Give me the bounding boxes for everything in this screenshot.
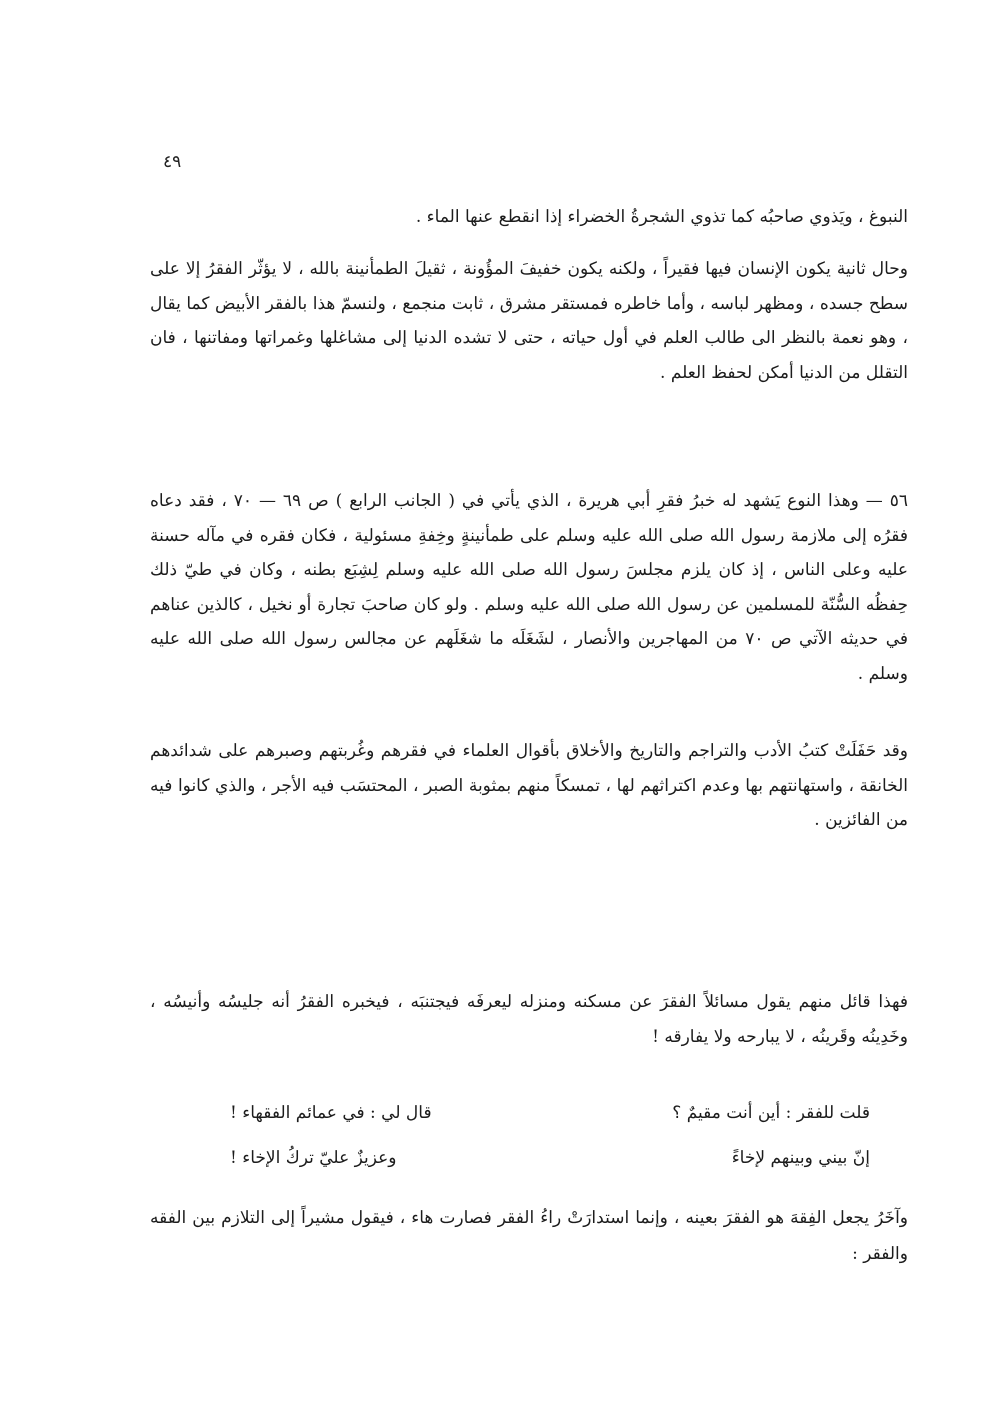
verse-line-2 bbox=[230, 1148, 870, 1168]
page-number: ٤٩ bbox=[163, 152, 182, 172]
verse-1-first-hemistich: قلت للفقر : أين أنت مقيمٌ ؟ bbox=[672, 1103, 870, 1123]
verse-2-first-hemistich: إنّ بيني وبينهم لإخاءً bbox=[731, 1148, 870, 1168]
paragraph-1: النبوغ ، ويَذوي صاحبُه كما تذوي الشجرةُ الخضراء إذا انقطع عنها الماء . bbox=[415, 207, 908, 227]
paragraph-4: وقد حَفَلَتْ كتبُ الأدب والتراجم والتاريخ والأخلاق بأقوال العلماء في فقرهم وغُربتهم وصبرهم على شدائدهم الخانقة ، واستهانتهم بها وعدم اكتراثهم لها ، تمسكاً منهم بمثوبة الصبر ، المحتسَب فيه الأجر ، والذي كانوا فيه من الفائزين . bbox=[150, 741, 908, 830]
verse-line-1 bbox=[230, 1103, 870, 1123]
paragraph-3: ٥٦ — وهذا النوع يَشهد له خبرُ فقرِ أبي هريرة ، الذي يأتي في ( الجانب الرابع ) ص ٦٩ — ٧٠ ، فقد دعاه فقرُه إلى ملازمة رسول الله صلى الله عليه وسلم على طمأنينةٍ وخِفةِ مسئولية ، فكان فقره في مآله حسنة عليه وعلى الناس ، إذ كان يلزم مجلسَ رسول الله صلى الله عليه وسلم لِشِبَع بطنه ، وكان في طيّ ذلك حِفظُه السُّنّة للمسلمين عن رسول الله صلى الله عليه وسلم . ولو كان صاحبَ تجارة أو نخيل ، كالذين عناهم في حديثه الآتي ص ٧٠ من المهاجرين والأنصار ، لشَغَلَه ما شغَلَهم عن مجالس رسول الله صلى الله عليه وسلم . bbox=[150, 491, 908, 684]
verse-1-second-hemistich: قال لي : في عمائم الفقهاء ! bbox=[230, 1103, 432, 1123]
paragraph-5: فهذا قائل منهم يقول مسائلاً الفقرَ عن مسكنه ومنزله ليعرفَه فيجتنبَه ، فيخبره الفقرُ أنه جليسُه وأنيسُه ، وخَدِينُه وقَرينُه ، لا يبارحه ولا يفارقه ! bbox=[150, 992, 908, 1047]
paragraph-6: وآخَرُ يجعل الفِقهَ هو الفقرَ بعينه ، وإنما استدارَتْ راءُ الفقر فصارت هاء ، فيقول مشيراً إلى التلازم بين الفقه والفقر : bbox=[150, 1208, 908, 1264]
paragraph-2: وحال ثانية يكون الإنسان فيها فقيراً ، ولكنه يكون خفيفَ المؤُونة ، ثقيلَ الطمأنينة بالله ، لا يؤثّر الفقرُ إلا على سطح جسده ، ومظهر لباسه ، وأما خاطره فمستقر مشرق ، ثابت منجمع ، ولنسمّ هذا بالفقر الأبيض كما يقال ، وهو نعمة بالنظر الى طالب العلم في أول حياته ، حتى لا تشده الدنيا إلى مشاغلها وغمراتها ومفاتنها ، فان التقلل من الدنيا أمكن لحفظ العلم . bbox=[150, 259, 908, 383]
verse-2-second-hemistich: وعزيزٌ عليّ تركُ الإخاء ! bbox=[230, 1148, 397, 1168]
